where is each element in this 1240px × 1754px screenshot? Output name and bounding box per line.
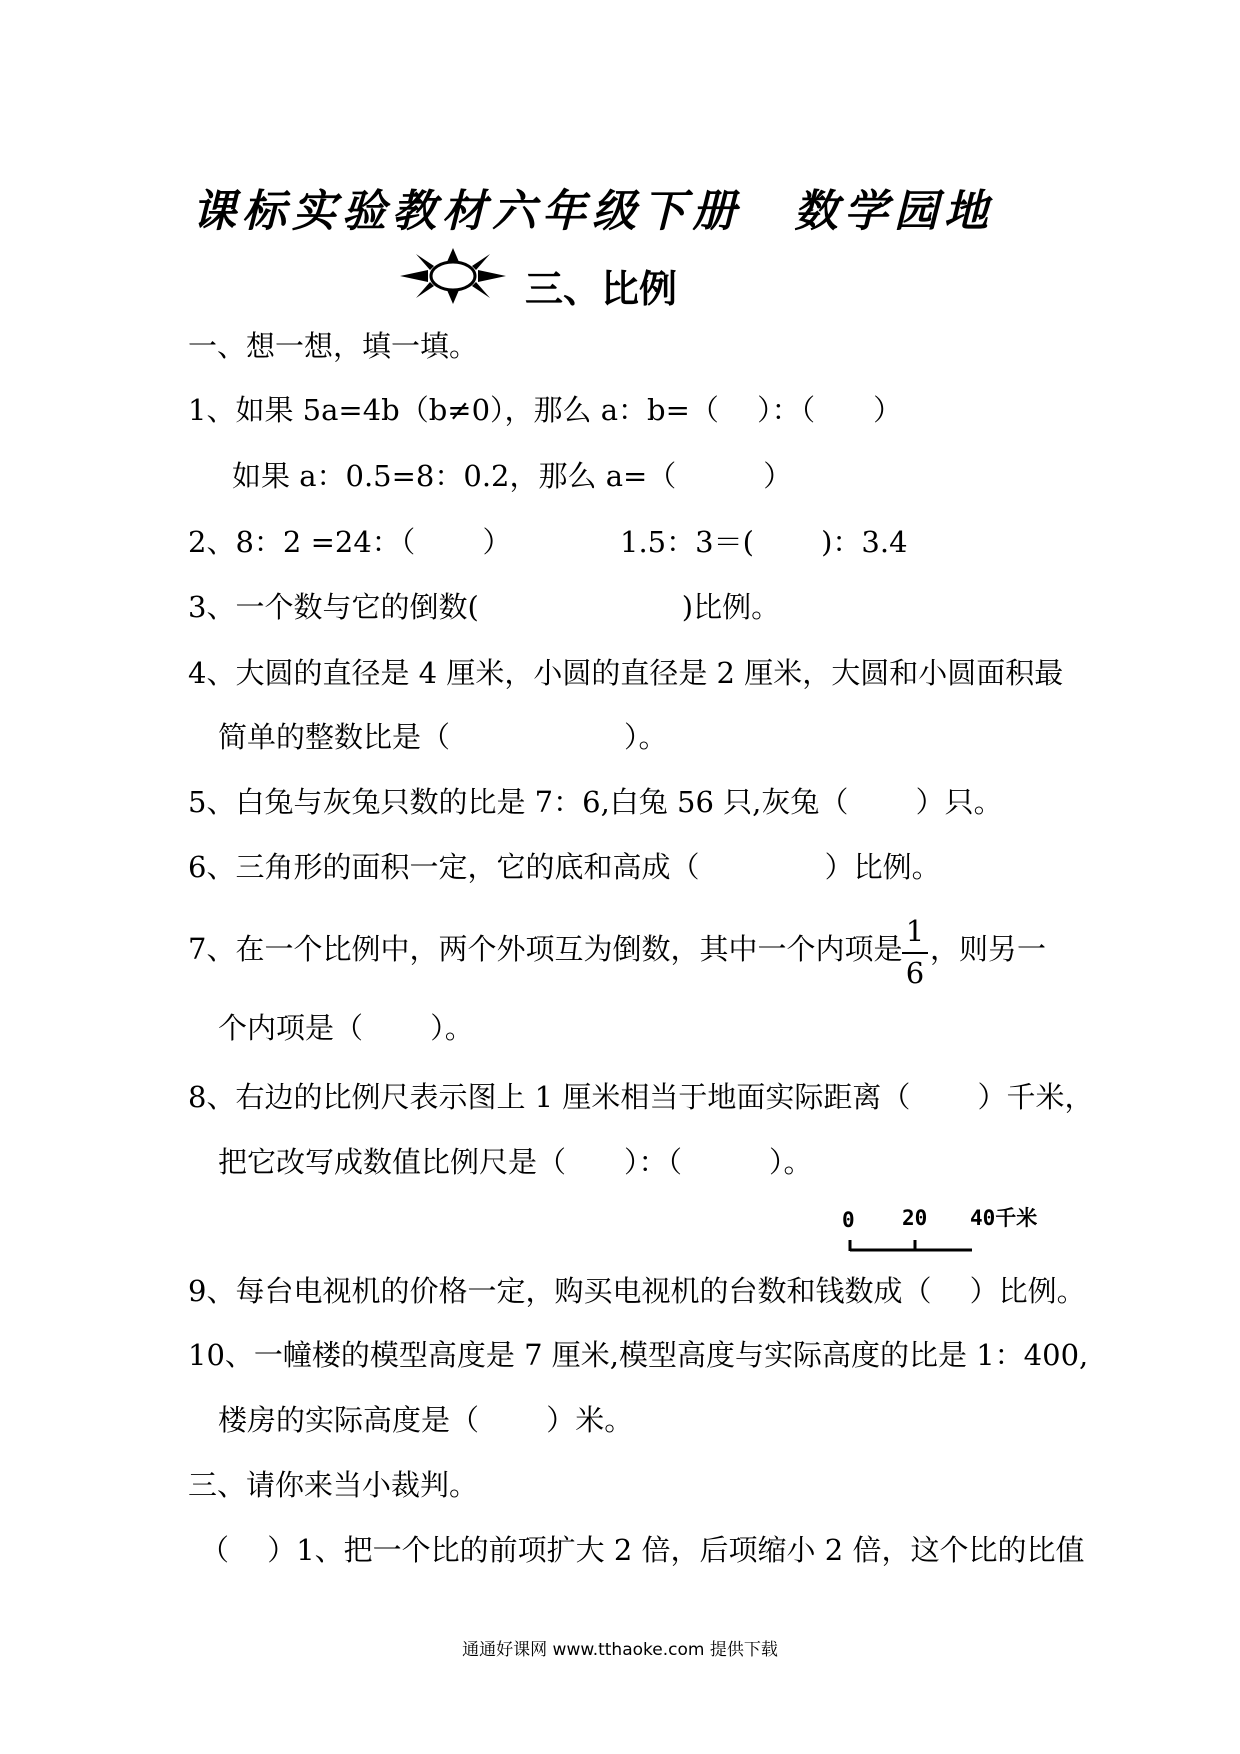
scale-label-40km: 40千米 xyxy=(970,1206,1038,1230)
sun-icon xyxy=(398,248,508,304)
fraction-numerator: 1 xyxy=(905,914,925,948)
question-7-tail: ，则另一 xyxy=(930,932,1047,966)
question-4-part-2: 简单的整数比是（ ）。 xyxy=(218,720,668,754)
question-4: 4、大圆的直径是 4 厘米，小圆的直径是 2 厘米，大圆和小圆面积最 xyxy=(188,656,1064,690)
fraction-denominator: 6 xyxy=(905,956,925,990)
question-1: 1、如果 5a=4b（b≠0），那么 a：b=（ ）：（ ） xyxy=(188,393,903,427)
question-10-part-2: 楼房的实际高度是（ ）米。 xyxy=(218,1403,634,1437)
footer-text: 通通好课网 www.tthaoke.com 提供下载 xyxy=(462,1640,778,1660)
question-1-part-2: 如果 a：0.5=8：0.2，那么 a=（ ） xyxy=(232,459,793,493)
page-title xyxy=(192,175,994,239)
judge-item-1: （ ）1、把一个比的前项扩大 2 倍，后项缩小 2 倍，这个比的比值 xyxy=(200,1533,1085,1567)
question-2: 2、8：2 =24：（ ） xyxy=(188,525,512,559)
question-7-part-2: 个内项是（ ）。 xyxy=(218,1011,474,1045)
question-3: 3、一个数与它的倒数( )比例。 xyxy=(188,590,781,624)
question-8-part-2: 把它改写成数值比例尺是（ ）：（ ）。 xyxy=(218,1145,813,1179)
question-6: 6、三角形的面积一定，它的底和高成（ ）比例。 xyxy=(188,850,941,884)
question-7: 7、在一个比例中，两个外项互为倒数，其中一个内项是 xyxy=(188,932,903,966)
question-8: 8、右边的比例尺表示图上 1 厘米相当于地面实际距离（ ）千米， xyxy=(188,1080,1094,1114)
section-1-heading: 一、想一想，填一填。 xyxy=(188,329,479,363)
scale-label-20: 20 xyxy=(902,1206,928,1230)
question-9: 9、每台电视机的价格一定，购买电视机的台数和钱数成（ ）比例。 xyxy=(188,1274,1086,1308)
scale-label-0: 0 xyxy=(842,1208,855,1232)
unit-title: 三、比例 xyxy=(525,267,678,311)
fraction xyxy=(902,914,928,990)
fraction-bar xyxy=(902,952,928,954)
question-5: 5、白兔与灰兔只数的比是 7：6,白兔 56 只,灰兔（ ）只。 xyxy=(188,785,1003,819)
question-2-part-2: 1.5：3＝( )：3.4 xyxy=(620,525,908,559)
title-column: 数学园地 xyxy=(794,186,994,237)
section-3-heading: 三、请你来当小裁判。 xyxy=(188,1468,479,1502)
question-10: 10、一幢楼的模型高度是 7 厘米,模型高度与实际高度的比是 1：400, xyxy=(188,1338,1089,1372)
title-series: 课标实验教材六年级下册 xyxy=(192,186,742,237)
